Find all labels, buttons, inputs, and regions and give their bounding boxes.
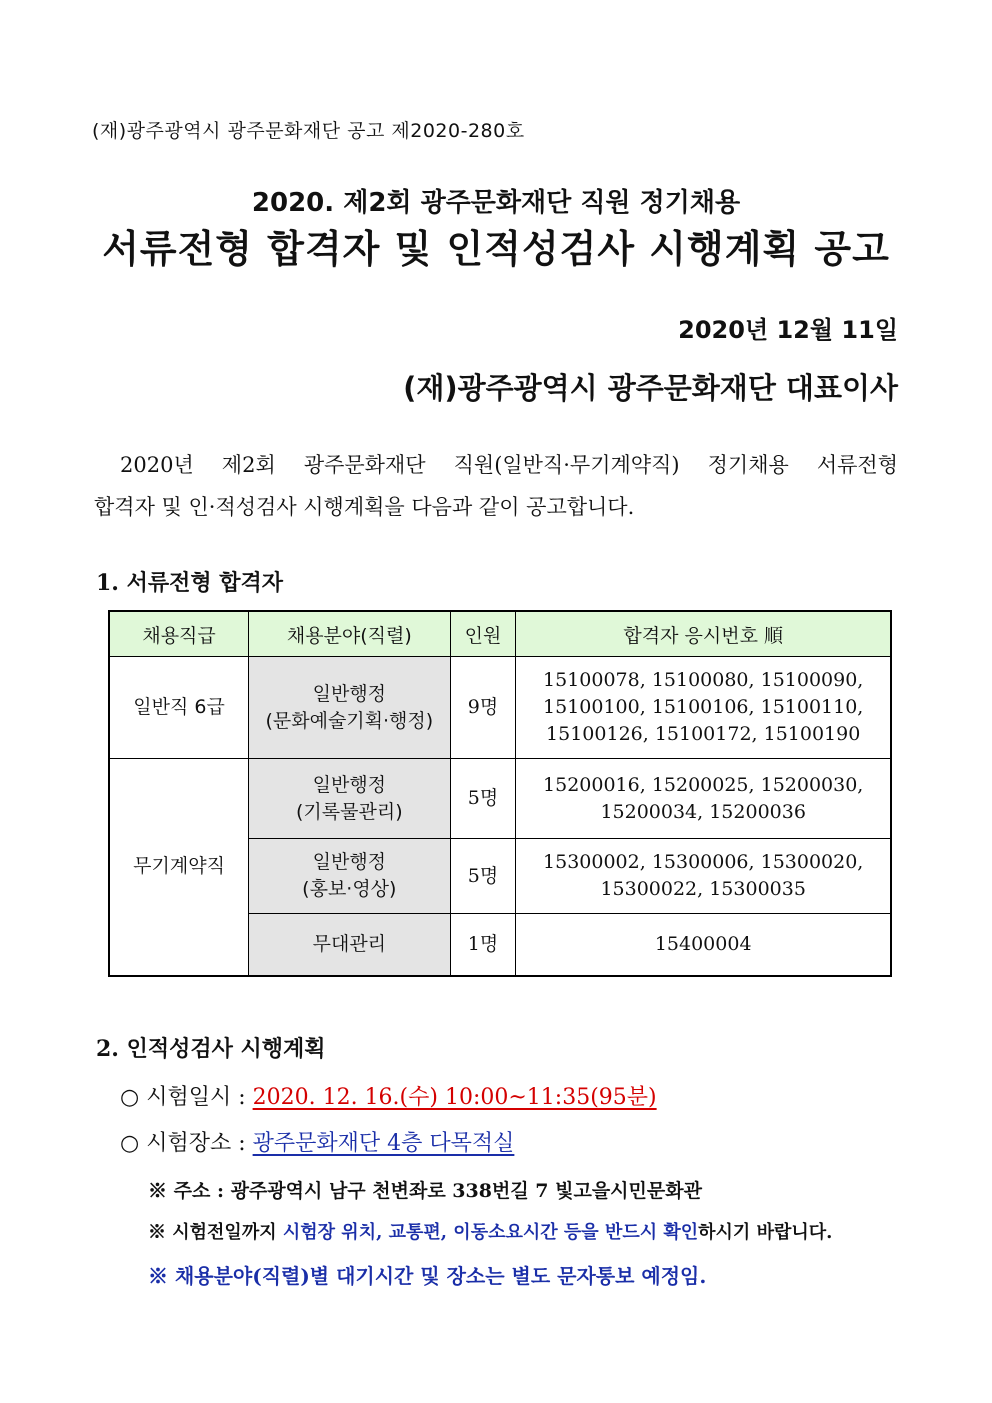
header-field: 채용분야(직렬) [249, 611, 450, 657]
exam-date-label: ○ 시험일시 : [120, 1085, 253, 1110]
schedule-note: ※ 채용분야(직렬)별 대기시간 및 장소는 별도 문자통보 예정임. [148, 1264, 707, 1288]
grade-cell: 일반직 6급 [109, 657, 249, 759]
count-cell: 5명 [450, 839, 516, 914]
count-cell: 1명 [450, 914, 516, 976]
field-cell [249, 914, 450, 976]
notice-date: 2020년 12월 11일 [678, 316, 898, 344]
table-row [109, 759, 891, 839]
field-name: 무대관리 [312, 932, 387, 955]
ids-cell [516, 914, 891, 976]
ids-line: 15400004 [654, 932, 752, 955]
ids-line: 15300002, 15300006, 15300020, [543, 851, 864, 873]
header-grade: 채용직급 [109, 611, 249, 657]
field-cell [249, 759, 450, 839]
check-note-highlight: 시험장 위치, 교통편, 이동소요시간 등을 반드시 확인 [282, 1222, 699, 1243]
field-cell [249, 657, 450, 759]
exam-date-value: 2020. 12. 16.(수) 10:00~11:35(95분) [252, 1085, 657, 1110]
check-note-prefix: ※ 시험전일까지 [148, 1222, 283, 1243]
field-name: 일반행정 [312, 773, 387, 796]
table-header-row [109, 611, 891, 657]
ids-cell [516, 759, 891, 839]
intro-paragraph [94, 444, 898, 528]
exam-date-item [120, 1080, 657, 1111]
ids-cell [516, 839, 891, 914]
ids-line: 15200034, 15200036 [600, 800, 806, 823]
results-table [108, 610, 892, 977]
field-detail: (기록물관리) [296, 800, 403, 823]
count-cell: 5명 [450, 759, 516, 839]
ids-line: 15100126, 15100172, 15100190 [546, 723, 861, 745]
field-detail: (홍보·영상) [302, 878, 397, 900]
ids-line: 15300022, 15300035 [600, 878, 806, 900]
ids-line: 15100100, 15100106, 15100110, [543, 696, 864, 718]
intro-line-1: 2020년 제2회 광주문화재단 직원(일반직·무기계약직) 정기채용 서류전형 [120, 453, 898, 477]
exam-place-item [120, 1126, 514, 1157]
title-line-2: 서류전형 합격자 및 인적성검사 시행계획 공고 [102, 227, 890, 271]
header-count: 인원 [450, 611, 516, 657]
check-note-suffix: 하시기 바랍니다. [698, 1222, 833, 1243]
table-row [109, 657, 891, 759]
field-name: 일반행정 [312, 851, 387, 873]
header-ids: 합격자 응시번호 順 [516, 611, 891, 657]
ids-cell [516, 657, 891, 759]
intro-line-2: 합격자 및 인·적성검사 시행계획을 다음과 같이 공고합니다. [94, 495, 635, 519]
title-line-1: 2020. 제2회 광주문화재단 직원 정기채용 [251, 188, 741, 218]
grade-cell: 무기계약직 [109, 759, 249, 976]
exam-place-value: 광주문화재단 4층 다목적실 [252, 1131, 515, 1156]
issuer: (재)광주광역시 광주문화재단 대표이사 [403, 371, 898, 405]
field-cell [249, 839, 450, 914]
check-note [148, 1218, 832, 1244]
section-1-title: 1. 서류전형 합격자 [96, 570, 284, 596]
section-2-title: 2. 인적성검사 시행계획 [96, 1036, 326, 1062]
ids-line: 15100078, 15100080, 15100090, [543, 669, 864, 691]
count-cell: 9명 [450, 657, 516, 759]
exam-place-label: ○ 시험장소 : [120, 1131, 253, 1156]
field-detail: (문화예술기획·행정) [265, 709, 434, 732]
notice-number: (재)광주광역시 광주문화재단 공고 제2020-280호 [92, 120, 525, 142]
ids-line: 15200016, 15200025, 15200030, [543, 773, 864, 796]
field-name: 일반행정 [312, 682, 387, 705]
address-note: ※ 주소 : 광주광역시 남구 천변좌로 338번길 7 빛고을시민문화관 [148, 1180, 702, 1202]
